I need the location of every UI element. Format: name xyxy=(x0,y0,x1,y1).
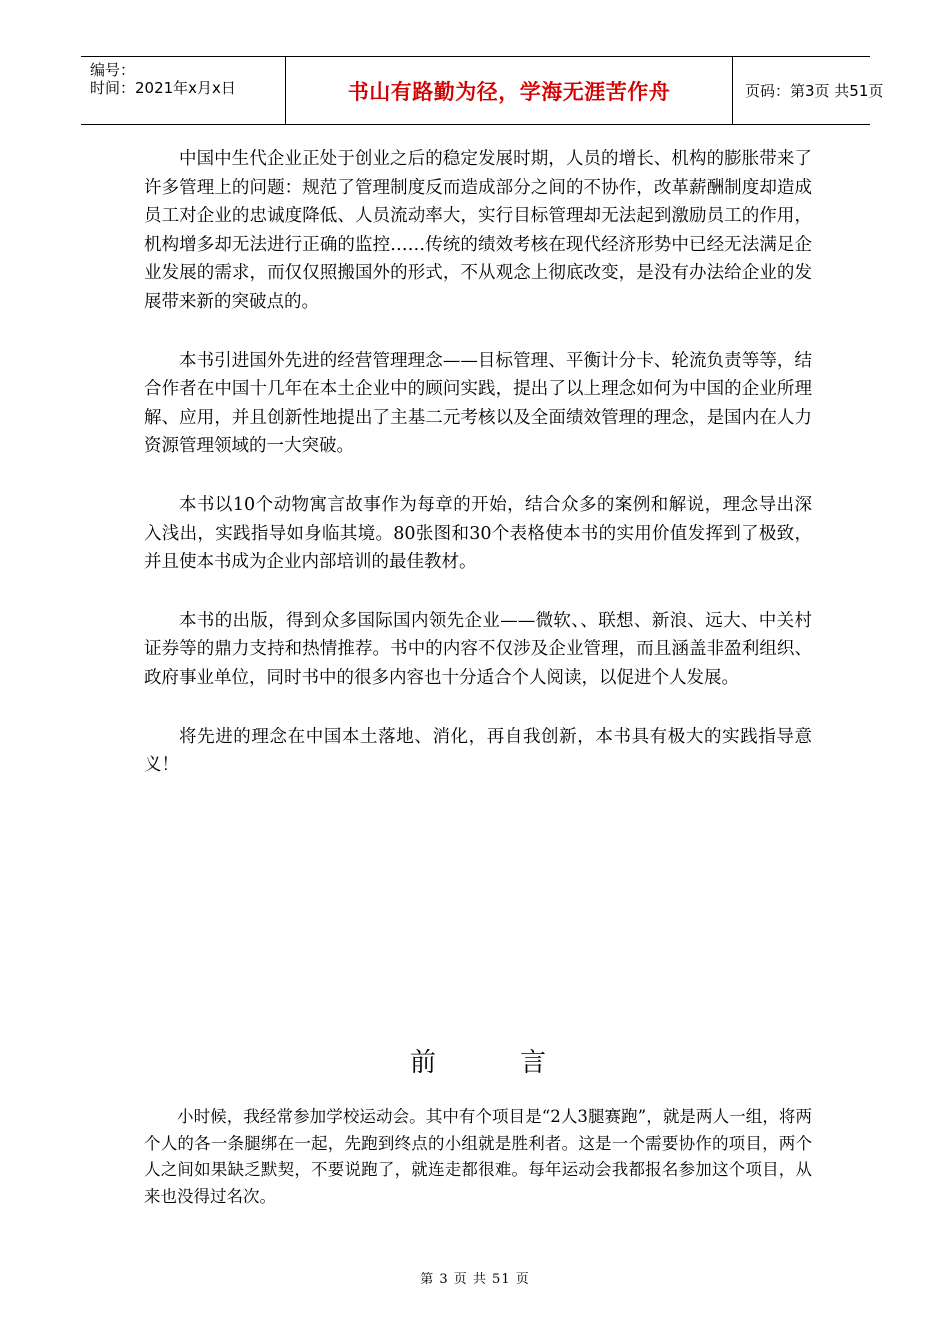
section-title: 前言 xyxy=(409,1048,630,1078)
paragraph-2: 本书引进国外先进的经营管理理念——目标管理、平衡计分卡、轮流负责等等，结合作者在中国十几年在本土企业中的顾问实践，提出了以上理念如何为中国的企业所理解、应用，并且创新性地提出了主基二元考核以及全面绩效管理的理念，是国内在人力资源管理领域的一大突破。 xyxy=(144,350,812,457)
page-header xyxy=(81,56,884,125)
paragraph-3: 本书以10个动物寓言故事作为每章的开始，结合众多的案例和解说，理念导出深入浅出，实践指导如身临其境。80张图和30个表格使本书的实用价值发挥到了极致，并且使本书成为企业内部培训的最佳教材。 xyxy=(144,494,812,573)
preface-section xyxy=(144,1104,812,1210)
serial-label: 编号： xyxy=(90,61,136,79)
motto-text: 书山有路勤为径，学海无涯苦作舟 xyxy=(347,79,671,104)
page-code: 页码：第3页 共51页 xyxy=(745,82,884,100)
paragraph-1: 中国中生代企业正处于创业之后的稳定发展时期，人员的增长、机构的膨胀带来了许多管理上的问题：规范了管理制度反而造成部分之间的不协作，改革薪酬制度却造成员工对企业的忠诚度降低、人员流动率大，实行目标管理却无法起到激励员工的作用，机构增多却无法进行正确的监控……传统的绩效考核在现代经济形势中已经无法满足企业发展的需求，而仅仅照搬国外的形式，不从观念上彻底改变，是没有办法给企业的发展带来新的突破点的。 xyxy=(144,149,812,312)
main-content xyxy=(144,145,812,780)
paragraph-4: 本书的出版，得到众多国际国内领先企业——微软、、联想、新浪、远大、中关村证券等的鼎力支持和热情推荐。书中的内容不仅涉及企业管理，而且涵盖非盈利组织、政府事业单位，同时书中的很多内容也十分适合个人阅读，以促进个人发展。 xyxy=(144,610,812,688)
page-footer: 第 3 页 共 51 页 xyxy=(420,1272,530,1287)
time-label: 时间：2021年x月x日 xyxy=(90,79,236,97)
header-meta-cell xyxy=(81,57,286,124)
header-motto-cell xyxy=(286,57,733,124)
paragraph-5: 将先进的理念在中国本土落地、消化，再自我创新，本书具有极大的实践指导意义！ xyxy=(144,726,812,776)
header-page-cell xyxy=(733,57,884,124)
preface-paragraph: 小时候，我经常参加学校运动会。其中有个项目是“2人3腿赛跑”，就是两人一组，将两个人的各一条腿绑在一起，先跑到终点的小组就是胜利者。这是一个需要协作的项目，两个人之间如果缺乏默契，不要说跑了，就连走都很难。每年运动会我都报名参加这个项目，从来也没得过名次。 xyxy=(144,1107,812,1206)
